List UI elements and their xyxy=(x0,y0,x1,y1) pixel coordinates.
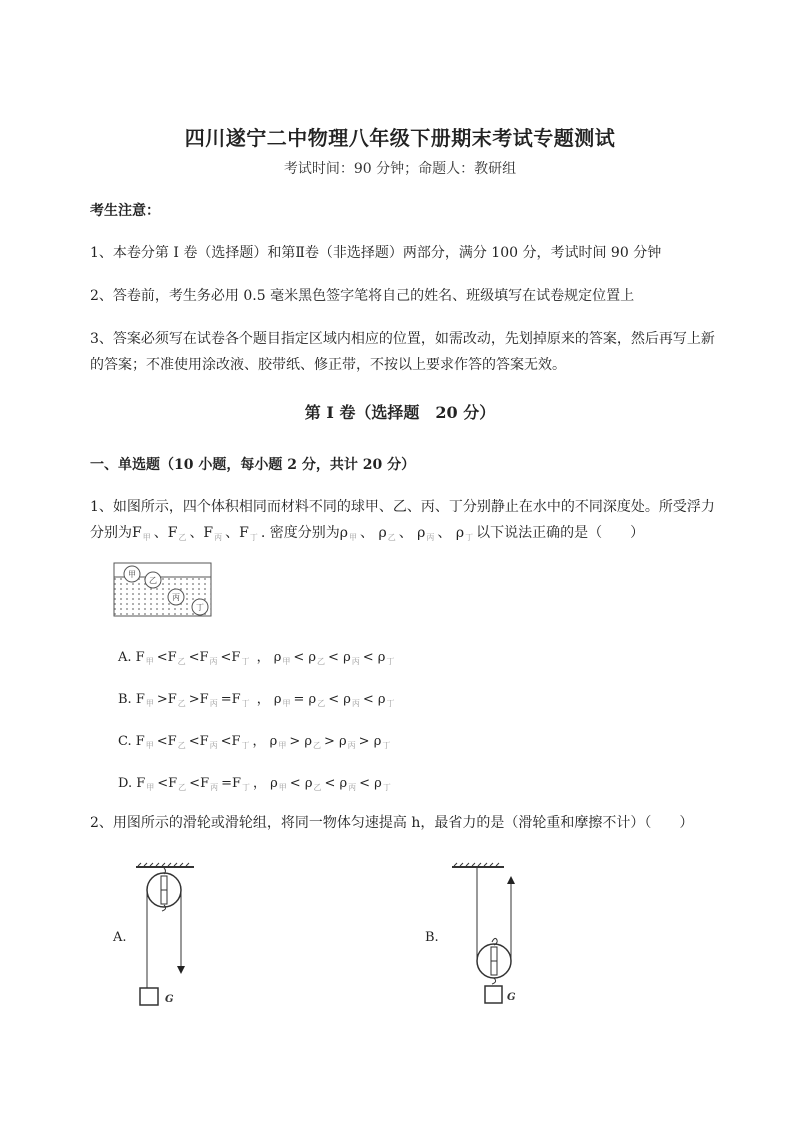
formula-text: . 密度分别为ρ xyxy=(260,525,349,541)
formula-text: <F xyxy=(188,650,209,665)
formula-text: ， ρ xyxy=(252,692,282,707)
subscript: 丁 xyxy=(249,533,258,542)
formula-text: =F xyxy=(220,692,241,707)
subscript: 甲 xyxy=(282,699,291,708)
subscript: 甲 xyxy=(145,699,154,708)
subscript: 乙 xyxy=(178,783,187,792)
subscript: 丙 xyxy=(209,699,218,708)
subscript: 乙 xyxy=(313,783,322,792)
formula-text: >F xyxy=(156,692,177,707)
subscript: 乙 xyxy=(177,699,186,708)
subscript: 丁 xyxy=(242,783,251,792)
q1-option-d[interactable] xyxy=(118,772,394,793)
notice-item-3: 3、答案必须写在试卷各个题目指定区域内相应的位置，如需改动，先划掉原来的答案，然后再写上新的答案；不准使用涂改液、胶带纸、修正带，不按以上要求作答的答案无效。 xyxy=(90,331,715,373)
formula-text: > ρ xyxy=(324,734,347,749)
weight-label-b: G xyxy=(507,992,516,1003)
subscript: 丁 xyxy=(241,657,250,666)
q2-option-a-label[interactable]: A. xyxy=(113,930,127,945)
formula-text: <F xyxy=(220,734,241,749)
subscript: 丁 xyxy=(241,699,250,708)
formula-text: > ρ xyxy=(289,734,312,749)
notice-item-1: 1、本卷分第 I 卷（选择题）和第Ⅱ卷（非选择题）两部分，满分 100 分，考试时间 90 分钟 xyxy=(90,245,662,261)
formula-text: ， ρ xyxy=(252,734,278,749)
subscript: 乙 xyxy=(317,699,326,708)
formula-text: <F xyxy=(156,650,177,665)
subscript: 丁 xyxy=(465,533,474,542)
formula-text: < ρ xyxy=(359,776,382,791)
formula-text: <F xyxy=(156,734,177,749)
part-heading: 一、单选题（10 小题，每小题 2 分，共计 20 分） xyxy=(90,457,416,473)
subscript: 丙 xyxy=(426,533,435,542)
formula-text: 、F xyxy=(189,525,214,541)
formula-text: < ρ xyxy=(324,776,348,791)
formula-text: < ρ xyxy=(328,650,351,665)
formula-text: > ρ xyxy=(358,734,382,749)
formula-text: 、 ρ xyxy=(360,525,387,541)
subscript: 丁 xyxy=(382,783,391,792)
formula-text: < ρ xyxy=(289,776,313,791)
subscript: 丙 xyxy=(209,657,218,666)
formula-text: <F xyxy=(220,650,241,665)
formula-text: 以下说法正确的是（ ） xyxy=(476,525,645,541)
q1-option-c[interactable] xyxy=(118,730,393,751)
q1-option-a[interactable] xyxy=(118,646,397,667)
section-title: 第 I 卷（选择题 20 分） xyxy=(304,403,496,422)
notice-heading: 考生注意： xyxy=(90,203,160,219)
formula-text: A. F xyxy=(118,650,145,665)
ball-yi: 乙 xyxy=(149,576,157,585)
subscript: 丙 xyxy=(351,657,360,666)
subscript: 乙 xyxy=(387,533,396,542)
formula-text: 、F xyxy=(225,525,249,541)
ball-jia: 甲 xyxy=(128,570,136,579)
formula-text: < ρ xyxy=(362,650,386,665)
subscript: 丁 xyxy=(382,741,391,750)
subscript: 丙 xyxy=(210,783,219,792)
subscript: 甲 xyxy=(278,783,287,792)
subscript: 丙 xyxy=(347,741,356,750)
subscript: 乙 xyxy=(313,741,321,750)
subscript: 甲 xyxy=(145,741,154,750)
formula-text: 分别为F xyxy=(90,525,142,541)
subscript: 甲 xyxy=(282,657,291,666)
formula-text: < ρ xyxy=(293,650,317,665)
q1-stem-line1: 1、如图所示，四个体积相同而材料不同的球甲、乙、丙、丁分别静止在水中的不同深度处。所受浮力 xyxy=(90,499,715,515)
subscript: 丙 xyxy=(214,533,223,542)
formula-text: 、F xyxy=(153,525,178,541)
subscript: 丙 xyxy=(209,741,218,750)
formula-text: 、 ρ xyxy=(437,525,465,541)
subscript: 乙 xyxy=(177,741,186,750)
q2-stem: 2、用图所示的滑轮或滑轮组，将同一物体匀速提高 h，最省力的是（滑轮重和摩擦不计）（ ） xyxy=(90,815,694,831)
ball-bing: 丙 xyxy=(172,593,180,602)
formula-text: C. F xyxy=(118,734,145,749)
subscript: 甲 xyxy=(278,741,287,750)
formula-text: 、 ρ xyxy=(398,525,426,541)
formula-text: =F xyxy=(221,776,242,791)
subscript: 丁 xyxy=(386,699,395,708)
formula-text: = ρ xyxy=(293,692,317,707)
subscript: 乙 xyxy=(317,657,326,666)
formula-text: D. F xyxy=(118,776,146,791)
q1-stem-line2 xyxy=(90,521,730,550)
q1-option-b[interactable] xyxy=(118,688,398,709)
formula-text: < ρ xyxy=(328,692,351,707)
ball-ding: 丁 xyxy=(196,603,204,612)
formula-text: < ρ xyxy=(362,692,386,707)
formula-text: ， ρ xyxy=(253,776,278,791)
subscript: 甲 xyxy=(349,533,358,542)
q2-figure-movable-pulley xyxy=(450,862,520,1012)
subscript: 甲 xyxy=(145,657,154,666)
q2-figure-fixed-pulley xyxy=(130,862,200,1012)
q1-figure-balls-in-water xyxy=(113,562,213,618)
subscript: 乙 xyxy=(178,533,187,542)
subscript: 甲 xyxy=(146,783,155,792)
exam-info: 考试时间：90 分钟；命题人：教研组 xyxy=(283,161,517,177)
subscript: 丙 xyxy=(351,699,360,708)
formula-text: <F xyxy=(189,776,210,791)
subscript: 乙 xyxy=(177,657,186,666)
page-title: 四川遂宁二中物理八年级下册期末考试专题测试 xyxy=(184,126,616,150)
notice-item-2: 2、答卷前，考生务必用 0.5 毫米黑色签字笔将自己的姓名、班级填写在试卷规定位置上 xyxy=(90,288,635,304)
subscript: 丁 xyxy=(386,657,395,666)
subscript: 丙 xyxy=(348,783,357,792)
formula-text: ， ρ xyxy=(252,650,282,665)
formula-text: B. F xyxy=(118,692,145,707)
subscript: 丁 xyxy=(241,741,250,750)
formula-text: >F xyxy=(188,692,209,707)
q2-option-b-label[interactable]: B. xyxy=(425,930,439,945)
weight-label-a: G xyxy=(165,994,174,1005)
subscript: 甲 xyxy=(142,533,151,542)
formula-text: <F xyxy=(188,734,209,749)
formula-text: <F xyxy=(157,776,178,791)
